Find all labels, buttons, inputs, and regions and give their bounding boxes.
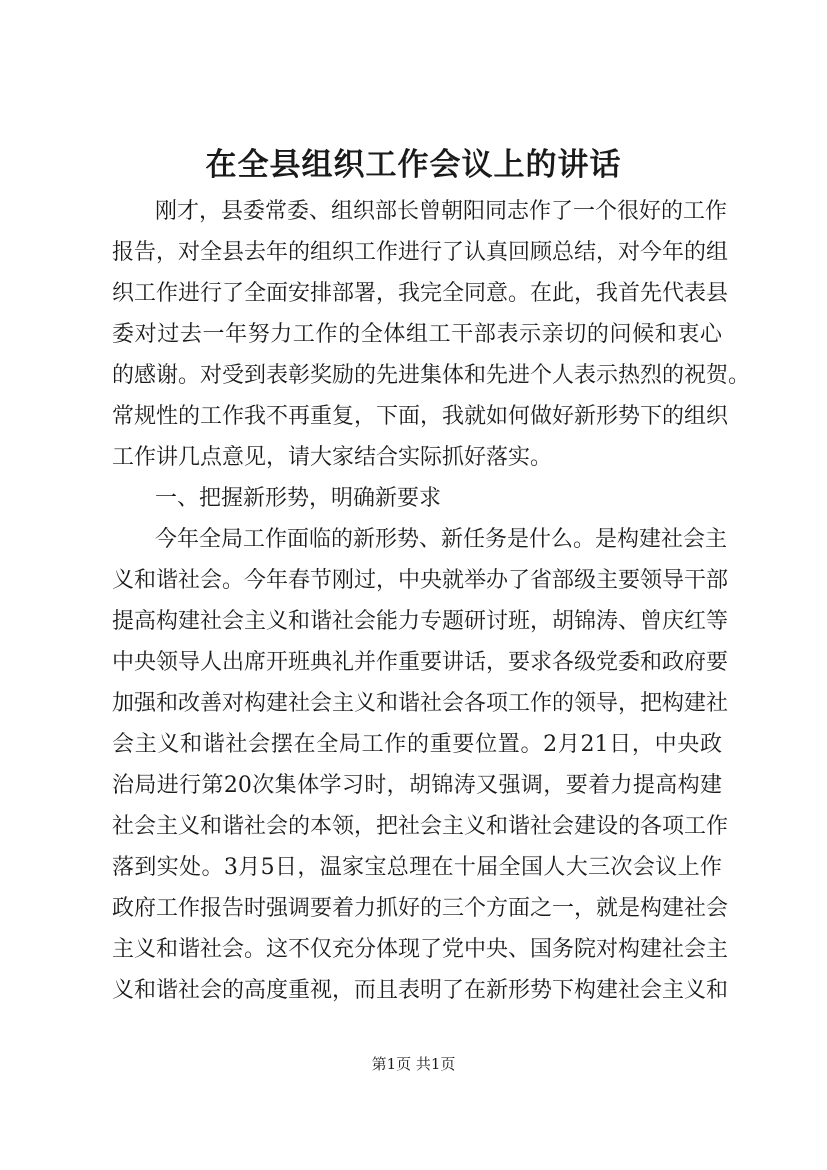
text-line: 落到实处。3月5日，温家宝总理在十届全国人大三次会议上作 [112,855,722,880]
text-line: 刚才，县委常委、组织部长曾朝阳同志作了一个很好的工作 [155,199,728,224]
page-footer: 第1页 共1页 [371,1055,456,1073]
text-line: 政府工作报告时强调要着力抓好的三个方面之一，就是构建社会 [112,896,729,921]
text-line: 义和谐社会。今年春节刚过，中央就举办了省部级主要领导干部 [112,568,729,593]
text-line: 织工作进行了全面安排部署，我完全同意。在此，我首先代表县 [112,281,729,306]
text-line: 会主义和谐社会摆在全局工作的重要位置。2月21日，中央政 [112,732,722,757]
text-line: 主义和谐社会。这不仅充分体现了党中央、国务院对构建社会主 [112,937,729,962]
text-line: 报告，对全县去年的组织工作进行了认真回顾总结，对今年的组 [112,240,729,265]
text-line: 的感谢。对受到表彰奖励的先进集体和先进个人表示热烈的祝贺。 [112,363,751,388]
text-line: 今年全局工作面临的新形势、新任务是什么。是构建社会主 [155,527,728,552]
text-line: 提高构建社会主义和谐社会能力专题研讨班，胡锦涛、曾庆红等 [112,609,729,634]
text-line: 社会主义和谐社会的本领，把社会主义和谐社会建设的各项工作 [112,814,729,839]
text-line: 中央领导人出席开班典礼并作重要讲话，要求各级党委和政府要 [112,650,729,675]
section-heading: 一、把握新形势，明确新要求 [155,486,442,511]
text-line: 常规性的工作我不再重复，下面，我就如何做好新形势下的组织 [112,404,729,429]
text-line: 义和谐社会的高度重视，而且表明了在新形势下构建社会主义和 [112,978,729,1003]
text-line: 治局进行第20次集体学习时，胡锦涛又强调，要着力提高构建 [112,773,722,798]
text-line: 委对过去一年努力工作的全体组工干部表示亲切的问候和衷心 [112,322,722,347]
document-title: 在全县组织工作会议上的讲话 [205,147,622,183]
text-line: 工作讲几点意见，请大家结合实际抓好落实。 [112,445,553,470]
text-line: 加强和改善对构建社会主义和谐社会各项工作的领导，把构建社 [112,691,729,716]
